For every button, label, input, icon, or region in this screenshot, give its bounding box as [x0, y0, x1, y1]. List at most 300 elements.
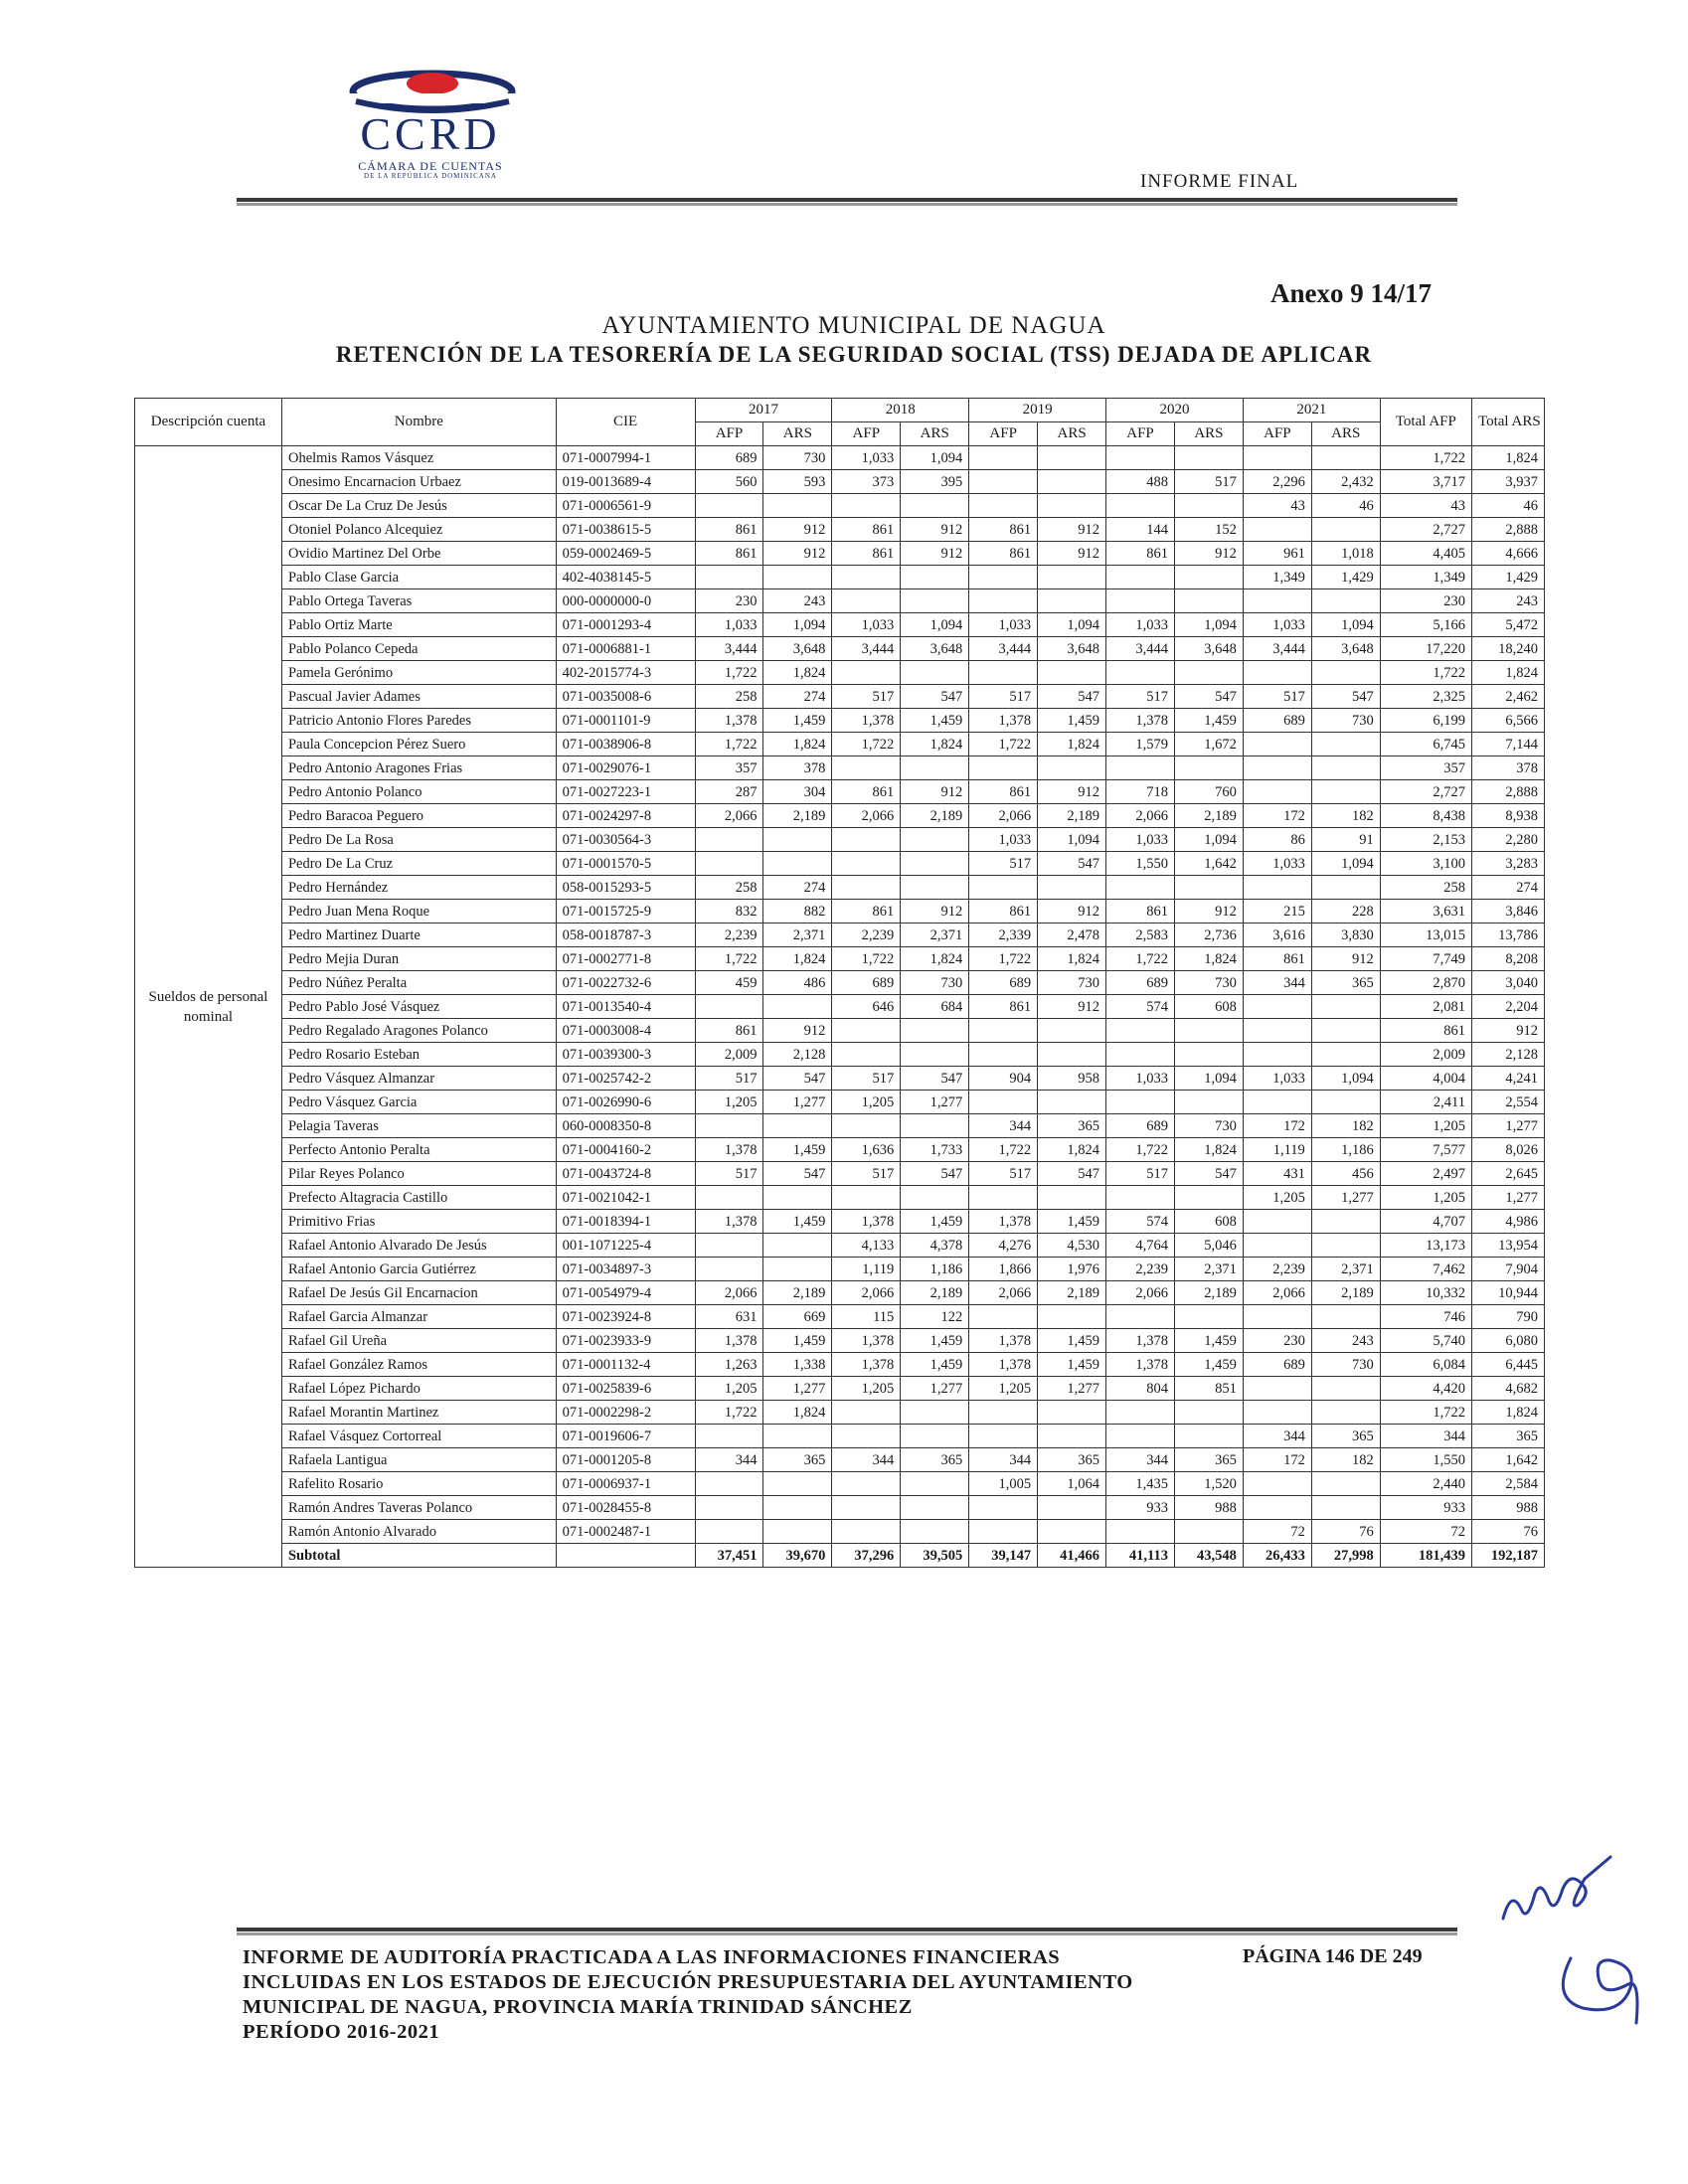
- employee-cie: 071-0001293-4: [556, 613, 695, 637]
- amount-cell: [1038, 1305, 1106, 1329]
- amount-cell: 1,094: [1174, 613, 1243, 637]
- amount-cell: 1,033: [1243, 1067, 1311, 1091]
- amount-cell: 4,241: [1471, 1067, 1544, 1091]
- amount-cell: 689: [969, 971, 1038, 995]
- amount-cell: 5,740: [1380, 1329, 1471, 1353]
- amount-cell: 1,094: [901, 613, 969, 637]
- employee-cie: 071-0038615-5: [556, 518, 695, 542]
- amount-cell: 5,046: [1174, 1234, 1243, 1258]
- amount-cell: 230: [695, 589, 763, 613]
- amount-cell: 1,824: [1174, 947, 1243, 971]
- amount-cell: 547: [763, 1162, 832, 1186]
- amount-cell: 2,081: [1380, 995, 1471, 1019]
- amount-cell: 230: [1243, 1329, 1311, 1353]
- employee-name: Pedro Pablo José Vásquez: [281, 995, 556, 1019]
- header-afp: AFP: [832, 422, 901, 446]
- amount-cell: 1,435: [1106, 1472, 1175, 1496]
- amount-cell: [969, 494, 1038, 518]
- table-row: [135, 661, 1545, 685]
- header-total-afp: Total AFP: [1380, 399, 1471, 446]
- amount-cell: 1,722: [695, 661, 763, 685]
- table-row: [135, 1067, 1545, 1091]
- amount-cell: [901, 589, 969, 613]
- amount-cell: 1,459: [1174, 1329, 1243, 1353]
- header-rule-light: [237, 203, 1457, 206]
- amount-cell: 228: [1311, 900, 1380, 924]
- subtotal-cell: 39,147: [969, 1544, 1038, 1568]
- amount-cell: [969, 1019, 1038, 1043]
- amount-cell: 1,824: [1174, 1138, 1243, 1162]
- amount-cell: 1,459: [901, 709, 969, 733]
- amount-cell: [969, 1043, 1038, 1067]
- employee-cie: 071-0038906-8: [556, 733, 695, 756]
- employee-name: Pablo Polanco Cepeda: [281, 637, 556, 661]
- subtotal-cell: 39,670: [763, 1544, 832, 1568]
- amount-cell: [1311, 1043, 1380, 1067]
- amount-cell: 1,824: [763, 947, 832, 971]
- amount-cell: 2,325: [1380, 685, 1471, 709]
- amount-cell: 3,631: [1380, 900, 1471, 924]
- header-year-2017: 2017: [695, 399, 832, 422]
- amount-cell: 13,015: [1380, 924, 1471, 947]
- amount-cell: 861: [969, 518, 1038, 542]
- amount-cell: 730: [1311, 709, 1380, 733]
- amount-cell: [832, 566, 901, 589]
- amount-cell: 6,445: [1471, 1353, 1544, 1377]
- amount-cell: 2,727: [1380, 518, 1471, 542]
- amount-cell: 3,648: [763, 637, 832, 661]
- employee-cie: 071-0013540-4: [556, 995, 695, 1019]
- amount-cell: 851: [1174, 1377, 1243, 1401]
- table-row: [135, 1472, 1545, 1496]
- amount-cell: [1311, 1091, 1380, 1114]
- amount-cell: 2,066: [969, 804, 1038, 828]
- amount-cell: [1243, 1472, 1311, 1496]
- table-row: [135, 971, 1545, 995]
- employee-name: Ramón Antonio Alvarado: [281, 1520, 556, 1544]
- amount-cell: 1,205: [1243, 1186, 1311, 1210]
- table-row: [135, 1043, 1545, 1067]
- employee-cie: 071-0001570-5: [556, 852, 695, 876]
- amount-cell: [763, 1496, 832, 1520]
- table-row: [135, 709, 1545, 733]
- amount-cell: 517: [969, 685, 1038, 709]
- amount-cell: 344: [1380, 1425, 1471, 1448]
- amount-cell: 182: [1311, 1114, 1380, 1138]
- amount-cell: 1,459: [763, 709, 832, 733]
- amount-cell: [1243, 1019, 1311, 1043]
- amount-cell: 1,976: [1038, 1258, 1106, 1281]
- amount-cell: 547: [1174, 1162, 1243, 1186]
- amount-cell: 7,577: [1380, 1138, 1471, 1162]
- amount-cell: [832, 828, 901, 852]
- amount-cell: [1311, 1401, 1380, 1425]
- amount-cell: 1,277: [1471, 1114, 1544, 1138]
- footer-rule: [237, 1928, 1457, 1932]
- amount-cell: [1106, 446, 1175, 470]
- amount-cell: 344: [832, 1448, 901, 1472]
- amount-cell: 3,444: [1106, 637, 1175, 661]
- amount-cell: 646: [832, 995, 901, 1019]
- table-row: [135, 756, 1545, 780]
- amount-cell: 912: [901, 542, 969, 566]
- amount-cell: 1,722: [1380, 661, 1471, 685]
- employee-cie: 019-0013689-4: [556, 470, 695, 494]
- amount-cell: 2,189: [1038, 1281, 1106, 1305]
- amount-cell: 804: [1106, 1377, 1175, 1401]
- amount-cell: 1,824: [1471, 446, 1544, 470]
- amount-cell: 1,094: [1174, 1067, 1243, 1091]
- amount-cell: [832, 1019, 901, 1043]
- amount-cell: [1174, 1091, 1243, 1114]
- employee-cie: 071-0006881-1: [556, 637, 695, 661]
- amount-cell: 1,186: [901, 1258, 969, 1281]
- subtotal-row: [135, 1544, 1545, 1568]
- amount-cell: 2,066: [1106, 1281, 1175, 1305]
- amount-cell: 1,459: [1038, 709, 1106, 733]
- employee-cie: 071-0004160-2: [556, 1138, 695, 1162]
- amount-cell: [901, 1425, 969, 1448]
- employee-cie: 071-0002298-2: [556, 1401, 695, 1425]
- amount-cell: 912: [1311, 947, 1380, 971]
- employee-cie: 402-2015774-3: [556, 661, 695, 685]
- amount-cell: 958: [1038, 1067, 1106, 1091]
- amount-cell: 1,277: [1038, 1377, 1106, 1401]
- amount-cell: 2,239: [695, 924, 763, 947]
- amount-cell: 608: [1174, 1210, 1243, 1234]
- amount-cell: [1106, 1043, 1175, 1067]
- employee-name: Oscar De La Cruz De Jesús: [281, 494, 556, 518]
- amount-cell: 8,938: [1471, 804, 1544, 828]
- amount-cell: 1,722: [1106, 1138, 1175, 1162]
- amount-cell: 1,459: [1174, 709, 1243, 733]
- amount-cell: 912: [763, 542, 832, 566]
- employee-cie: 071-0001205-8: [556, 1448, 695, 1472]
- amount-cell: 2,066: [695, 804, 763, 828]
- amount-cell: [1106, 1425, 1175, 1448]
- table-row: [135, 1281, 1545, 1305]
- amount-cell: 172: [1243, 1114, 1311, 1138]
- amount-cell: [969, 876, 1038, 900]
- amount-cell: [1106, 1520, 1175, 1544]
- employee-name: Pedro Vásquez Garcia: [281, 1091, 556, 1114]
- handwritten-signature: [1491, 1849, 1660, 2048]
- table-row: [135, 1186, 1545, 1210]
- subtotal-cell: 26,433: [1243, 1544, 1311, 1568]
- table-row: [135, 1019, 1545, 1043]
- amount-cell: [763, 828, 832, 852]
- amount-cell: [1311, 1496, 1380, 1520]
- footer-rule-light: [237, 1932, 1457, 1935]
- amount-cell: [1038, 1520, 1106, 1544]
- amount-cell: 2,432: [1311, 470, 1380, 494]
- amount-cell: [969, 1186, 1038, 1210]
- amount-cell: 1,277: [1311, 1186, 1380, 1210]
- amount-cell: 2,239: [832, 924, 901, 947]
- amount-cell: 43: [1243, 494, 1311, 518]
- amount-cell: 3,100: [1380, 852, 1471, 876]
- amount-cell: 912: [1038, 995, 1106, 1019]
- amount-cell: 3,444: [1243, 637, 1311, 661]
- employee-name: Pedro Rosario Esteban: [281, 1043, 556, 1067]
- amount-cell: 378: [1471, 756, 1544, 780]
- subtotal-cell: 41,113: [1106, 1544, 1175, 1568]
- amount-cell: 1,205: [1380, 1186, 1471, 1210]
- amount-cell: [763, 1258, 832, 1281]
- amount-cell: [1038, 1186, 1106, 1210]
- amount-cell: 243: [1311, 1329, 1380, 1353]
- amount-cell: [763, 566, 832, 589]
- amount-cell: 1,672: [1174, 733, 1243, 756]
- amount-cell: 2,153: [1380, 828, 1471, 852]
- header-afp: AFP: [1106, 422, 1175, 446]
- amount-cell: 2,888: [1471, 518, 1544, 542]
- amount-cell: [832, 1425, 901, 1448]
- amount-cell: 1,824: [901, 947, 969, 971]
- amount-cell: 258: [695, 685, 763, 709]
- header-ars: ARS: [1174, 422, 1243, 446]
- amount-cell: 547: [901, 1067, 969, 1091]
- employee-cie: 071-0015725-9: [556, 900, 695, 924]
- employee-cie: 071-0054979-4: [556, 1281, 695, 1305]
- amount-cell: [1174, 661, 1243, 685]
- table-row: [135, 1377, 1545, 1401]
- amount-cell: [969, 661, 1038, 685]
- employee-name: Pablo Ortega Taveras: [281, 589, 556, 613]
- amount-cell: [1243, 756, 1311, 780]
- amount-cell: 365: [1471, 1425, 1544, 1448]
- amount-cell: 517: [832, 685, 901, 709]
- amount-cell: 1,033: [1243, 852, 1311, 876]
- logo-subtitle: CÁMARA DE CUENTAS: [358, 159, 503, 173]
- amount-cell: [832, 661, 901, 685]
- amount-cell: 3,648: [1038, 637, 1106, 661]
- page-number: PÁGINA 146 DE 249: [1243, 1945, 1423, 1967]
- employee-name: Pablo Ortiz Marte: [281, 613, 556, 637]
- table-row: [135, 828, 1545, 852]
- table-row: [135, 1091, 1545, 1114]
- amount-cell: [1174, 494, 1243, 518]
- amount-cell: 4,420: [1380, 1377, 1471, 1401]
- employee-name: Ovidio Martinez Del Orbe: [281, 542, 556, 566]
- amount-cell: 861: [969, 542, 1038, 566]
- amount-cell: 1,824: [1038, 947, 1106, 971]
- amount-cell: [832, 1186, 901, 1210]
- amount-cell: 91: [1311, 828, 1380, 852]
- amount-cell: 3,937: [1471, 470, 1544, 494]
- amount-cell: [901, 852, 969, 876]
- amount-cell: 730: [1174, 971, 1243, 995]
- amount-cell: 2,239: [1106, 1258, 1175, 1281]
- logo-wordmark: CCRD: [360, 108, 501, 159]
- employee-name: Rafael Antonio Garcia Gutiérrez: [281, 1258, 556, 1281]
- amount-cell: 2,411: [1380, 1091, 1471, 1114]
- amount-cell: 912: [1174, 542, 1243, 566]
- amount-cell: 1,205: [969, 1377, 1038, 1401]
- amount-cell: [969, 1401, 1038, 1425]
- amount-cell: 1,205: [695, 1091, 763, 1114]
- amount-cell: [763, 1425, 832, 1448]
- amount-cell: 912: [1038, 900, 1106, 924]
- amount-cell: 547: [1038, 852, 1106, 876]
- employee-cie: 071-0006937-1: [556, 1472, 695, 1496]
- employee-name: Pedro Regalado Aragones Polanco: [281, 1019, 556, 1043]
- amount-cell: 547: [1038, 1162, 1106, 1186]
- employee-name: Pedro Antonio Aragones Frias: [281, 756, 556, 780]
- amount-cell: 2,554: [1471, 1091, 1544, 1114]
- amount-cell: 4,276: [969, 1234, 1038, 1258]
- amount-cell: [763, 1234, 832, 1258]
- amount-cell: 2,009: [695, 1043, 763, 1067]
- amount-cell: 17,220: [1380, 637, 1471, 661]
- amount-cell: [1038, 876, 1106, 900]
- header-ars: ARS: [763, 422, 832, 446]
- amount-cell: [1243, 1377, 1311, 1401]
- amount-cell: [1243, 446, 1311, 470]
- amount-cell: 10,944: [1471, 1281, 1544, 1305]
- amount-cell: 5,166: [1380, 613, 1471, 637]
- amount-cell: [901, 494, 969, 518]
- amount-cell: 547: [901, 1162, 969, 1186]
- amount-cell: [1106, 1091, 1175, 1114]
- employee-name: Rafelito Rosario: [281, 1472, 556, 1496]
- amount-cell: [695, 566, 763, 589]
- amount-cell: 861: [832, 900, 901, 924]
- employee-name: Pelagia Taveras: [281, 1114, 556, 1138]
- amount-cell: 1,429: [1471, 566, 1544, 589]
- amount-cell: [901, 1114, 969, 1138]
- amount-cell: 1,119: [832, 1258, 901, 1281]
- header-afp: AFP: [1243, 422, 1311, 446]
- amount-cell: [1174, 1425, 1243, 1448]
- amount-cell: [832, 1472, 901, 1496]
- amount-cell: 861: [832, 542, 901, 566]
- amount-cell: 1,642: [1471, 1448, 1544, 1472]
- amount-cell: [901, 1520, 969, 1544]
- amount-cell: [969, 470, 1038, 494]
- employee-name: Pedro De La Rosa: [281, 828, 556, 852]
- employee-cie: 058-0018787-3: [556, 924, 695, 947]
- amount-cell: [1174, 756, 1243, 780]
- amount-cell: 669: [763, 1305, 832, 1329]
- amount-cell: 76: [1471, 1520, 1544, 1544]
- employee-cie: 071-0029076-1: [556, 756, 695, 780]
- amount-cell: 274: [1471, 876, 1544, 900]
- amount-cell: 6,084: [1380, 1353, 1471, 1377]
- table-row: [135, 924, 1545, 947]
- amount-cell: 3,846: [1471, 900, 1544, 924]
- employee-cie: 071-0024297-8: [556, 804, 695, 828]
- amount-cell: 730: [901, 971, 969, 995]
- amount-cell: 3,830: [1311, 924, 1380, 947]
- amount-cell: [695, 494, 763, 518]
- amount-cell: [1038, 494, 1106, 518]
- amount-cell: 2,371: [763, 924, 832, 947]
- amount-cell: 3,648: [901, 637, 969, 661]
- amount-cell: 1,378: [969, 1329, 1038, 1353]
- amount-cell: 4,378: [901, 1234, 969, 1258]
- employee-cie: 071-0003008-4: [556, 1019, 695, 1043]
- amount-cell: 1,263: [695, 1353, 763, 1377]
- amount-cell: 7,904: [1471, 1258, 1544, 1281]
- amount-cell: 689: [695, 446, 763, 470]
- table-row: [135, 804, 1545, 828]
- employee-name: Pedro De La Cruz: [281, 852, 556, 876]
- table-row: [135, 1162, 1545, 1186]
- amount-cell: 2,727: [1380, 780, 1471, 804]
- amount-cell: 904: [969, 1067, 1038, 1091]
- subtotal-cell: 43,548: [1174, 1544, 1243, 1568]
- amount-cell: [1174, 1305, 1243, 1329]
- amount-cell: 912: [901, 780, 969, 804]
- table-row: [135, 1305, 1545, 1329]
- document-title: AYUNTAMIENTO MUNICIPAL DE NAGUA: [601, 312, 1106, 339]
- amount-cell: 2,066: [1243, 1281, 1311, 1305]
- table-row: [135, 1210, 1545, 1234]
- amount-cell: [1106, 756, 1175, 780]
- tss-retention-table: [134, 398, 1545, 1568]
- amount-cell: 517: [695, 1162, 763, 1186]
- footer-text: [243, 1945, 1133, 2045]
- header-descripcion: Descripción cuenta: [135, 399, 282, 446]
- amount-cell: 6,745: [1380, 733, 1471, 756]
- amount-cell: 1,186: [1311, 1138, 1380, 1162]
- amount-cell: 1,429: [1311, 566, 1380, 589]
- amount-cell: 1,722: [695, 947, 763, 971]
- amount-cell: [763, 494, 832, 518]
- amount-cell: 2,189: [1311, 1281, 1380, 1305]
- amount-cell: 912: [1174, 900, 1243, 924]
- amount-cell: [1106, 494, 1175, 518]
- amount-cell: 365: [1038, 1448, 1106, 1472]
- logo-subtitle-small: DE LA REPÚBLICA DOMINICANA: [364, 172, 497, 180]
- amount-cell: 1,033: [832, 446, 901, 470]
- amount-cell: [901, 566, 969, 589]
- table-row: [135, 1401, 1545, 1425]
- amount-cell: 2,204: [1471, 995, 1544, 1019]
- amount-cell: 574: [1106, 1210, 1175, 1234]
- table-header-row: [135, 399, 1545, 422]
- amount-cell: 304: [763, 780, 832, 804]
- amount-cell: 431: [1243, 1162, 1311, 1186]
- amount-cell: 357: [1380, 756, 1471, 780]
- amount-cell: 2,066: [1106, 804, 1175, 828]
- amount-cell: 1,349: [1380, 566, 1471, 589]
- amount-cell: [763, 852, 832, 876]
- amount-cell: 689: [832, 971, 901, 995]
- amount-cell: 1,459: [901, 1210, 969, 1234]
- amount-cell: 2,339: [969, 924, 1038, 947]
- amount-cell: 912: [1038, 780, 1106, 804]
- amount-cell: 1,378: [1106, 1329, 1175, 1353]
- amount-cell: 689: [1106, 1114, 1175, 1138]
- amount-cell: [695, 995, 763, 1019]
- amount-cell: 1,459: [1174, 1353, 1243, 1377]
- amount-cell: 1,094: [763, 613, 832, 637]
- amount-cell: 2,280: [1471, 828, 1544, 852]
- amount-cell: [832, 1114, 901, 1138]
- amount-cell: [832, 756, 901, 780]
- amount-cell: 2,189: [1038, 804, 1106, 828]
- amount-cell: [1174, 1043, 1243, 1067]
- amount-cell: [1174, 446, 1243, 470]
- amount-cell: [832, 1520, 901, 1544]
- amount-cell: [695, 1258, 763, 1281]
- table-row: [135, 852, 1545, 876]
- amount-cell: 1,378: [969, 1353, 1038, 1377]
- employee-cie: 402-4038145-5: [556, 566, 695, 589]
- amount-cell: 1,094: [1311, 1067, 1380, 1091]
